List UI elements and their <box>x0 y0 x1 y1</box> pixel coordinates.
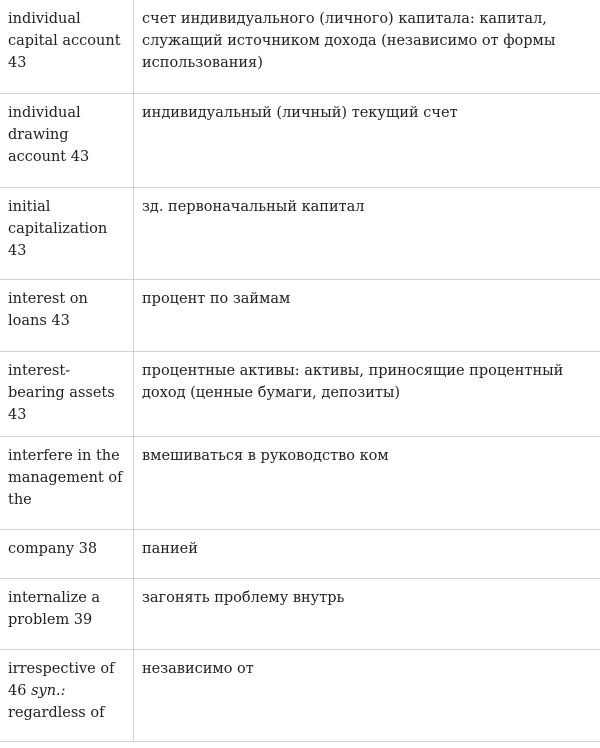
term-cell: individual drawing account 43 <box>0 93 134 187</box>
synonym-marker: syn.: <box>31 682 66 699</box>
term-cell: individual capital account 43 <box>0 0 134 93</box>
table-row <box>0 187 600 279</box>
table-row <box>0 0 600 93</box>
translation-cell: панией <box>134 529 600 578</box>
table-row <box>0 351 600 436</box>
table-row <box>0 436 600 529</box>
translation-cell: независимо от <box>134 649 600 741</box>
term-cell: interest on loans 43 <box>0 279 134 351</box>
translation-cell: зд. первоначальный капитал <box>134 187 600 279</box>
table-row <box>0 578 600 649</box>
translation-cell: процент по займам <box>134 279 600 351</box>
table-row <box>0 93 600 187</box>
term-cell: initial capitalization 43 <box>0 187 134 279</box>
table-row <box>0 279 600 351</box>
term-cell: company 38 <box>0 529 134 578</box>
synonym-text: regardless of <box>8 704 105 721</box>
term-cell: interest-bearing assets 43 <box>0 351 134 436</box>
term-cell <box>0 649 134 741</box>
translation-cell: счет индивидуального (личного) капитала: капитал, служащий источником дохода (независимо от формы использования) <box>134 0 600 93</box>
term-text: irrespective of 46 <box>8 660 115 699</box>
term-cell: internalize a problem 39 <box>0 578 134 649</box>
table-row <box>0 529 600 578</box>
translation-cell: индивидуальный (личный) текущий счет <box>134 93 600 187</box>
translation-cell: процентные активы: активы, приносящие процентный доход (ценные бумаги, депозиты) <box>134 351 600 436</box>
term-cell: interfere in the management of the <box>0 436 134 529</box>
translation-cell: вмешиваться в руководство ком <box>134 436 600 529</box>
translation-cell: загонять проблему внутрь <box>134 578 600 649</box>
table-row <box>0 649 600 741</box>
